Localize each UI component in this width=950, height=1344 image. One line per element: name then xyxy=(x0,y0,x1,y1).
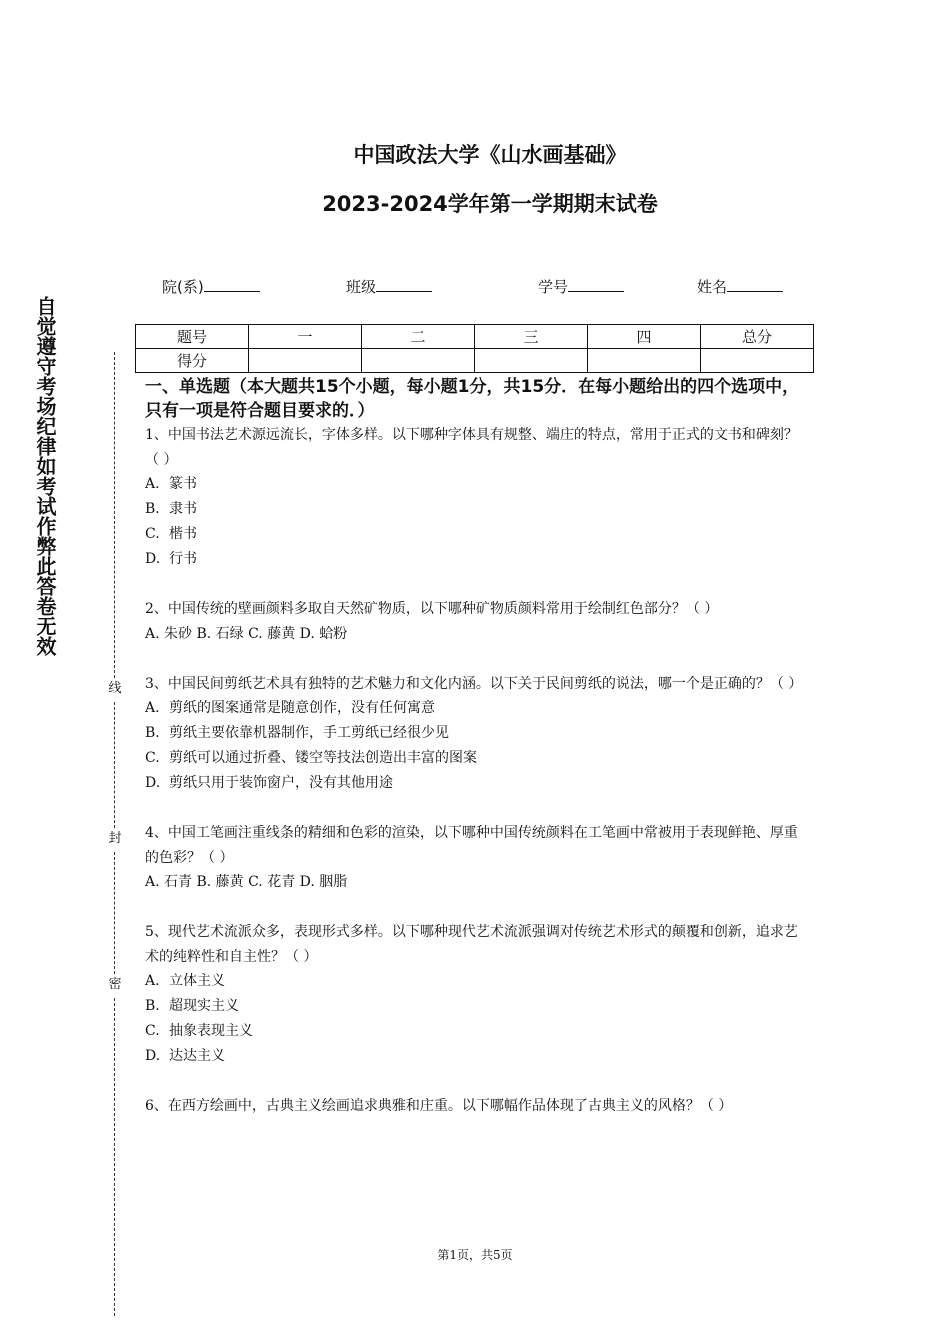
inline-options[interactable]: A. 石青 B. 藤黄 C. 花青 D. 胭脂 xyxy=(145,874,348,890)
inline-options[interactable]: A. 朱砂 B. 石绿 C. 藤黄 D. 蛤粉 xyxy=(145,625,348,642)
score-cell: 二 xyxy=(362,325,475,349)
option-d[interactable] xyxy=(145,1044,810,1069)
option-text: 超现实主义 xyxy=(169,998,239,1014)
class-blank[interactable] xyxy=(376,277,432,292)
option-letter: C. xyxy=(145,750,160,766)
score-cell: 总分 xyxy=(701,325,814,349)
option-letter: B. xyxy=(145,501,160,517)
question-2 xyxy=(145,597,810,647)
option-text: 剪纸只用于装饰窗户，没有其他用途 xyxy=(169,775,393,791)
option-a[interactable] xyxy=(145,472,810,497)
exam-discipline-notice: 自觉遵守考场纪律如考试作弊此答卷无效 xyxy=(33,296,57,656)
option-letter: D. xyxy=(145,775,161,791)
option-a[interactable] xyxy=(145,696,810,721)
score-table xyxy=(135,324,814,373)
option-letter: D. xyxy=(145,551,161,567)
option-text: 剪纸的图案通常是随意创作，没有任何寓意 xyxy=(169,700,435,716)
score-table-header-row xyxy=(136,325,814,349)
score-input-cell[interactable] xyxy=(701,349,814,373)
section-title: 一、单选题（本大题共15个小题，每小题1分，共15分．在每小题给出的四个选项中，只有一项是符合题目要求的．） xyxy=(145,377,800,421)
option-text: 行书 xyxy=(169,551,197,567)
option-letter: A. xyxy=(145,700,160,716)
option-c[interactable] xyxy=(145,746,810,771)
option-b[interactable] xyxy=(145,721,810,746)
score-cell: 题号 xyxy=(136,325,249,349)
option-a[interactable] xyxy=(145,969,810,994)
exam-title-line2: 2023-2024学年第一学期期末试卷 xyxy=(322,192,658,216)
option-text: 剪纸主要依靠机器制作，手工剪纸已经很少见 xyxy=(169,725,449,741)
name-blank[interactable] xyxy=(727,277,783,292)
option-text: 篆书 xyxy=(169,476,197,492)
page-number: 第1页，共5页 xyxy=(437,1248,513,1262)
option-b[interactable] xyxy=(145,994,810,1019)
option-text: 达达主义 xyxy=(169,1048,225,1064)
score-cell: 四 xyxy=(588,325,701,349)
score-input-cell[interactable] xyxy=(362,349,475,373)
dept-field xyxy=(162,276,260,297)
option-letter: C. xyxy=(145,1023,160,1039)
questions-section xyxy=(145,375,810,1119)
student-id-blank[interactable] xyxy=(568,277,624,292)
option-c[interactable] xyxy=(145,522,810,547)
question-text: 1、中国书法艺术源远流长，字体多样。以下哪种字体具有规整、端庄的特点，常用于正式的文书和碑刻？（ ） xyxy=(145,427,798,468)
score-table-score-row xyxy=(136,349,814,373)
option-d[interactable] xyxy=(145,771,810,796)
binding-line-label: 线 xyxy=(106,680,124,698)
score-cell: 三 xyxy=(475,325,588,349)
option-text: 剪纸可以通过折叠、镂空等技法创造出丰富的图案 xyxy=(169,750,477,766)
dept-blank[interactable] xyxy=(204,277,260,292)
exam-title-line1: 中国政法大学《山水画基础》 xyxy=(353,143,627,167)
binding-dashed-line xyxy=(114,998,115,1316)
score-input-cell[interactable] xyxy=(588,349,701,373)
option-text: 隶书 xyxy=(169,501,197,517)
score-cell: 一 xyxy=(249,325,362,349)
question-4 xyxy=(145,821,810,895)
question-text: 6、在西方绘画中，古典主义绘画追求典雅和庄重。以下哪幅作品体现了古典主义的风格？（ ） xyxy=(145,1098,733,1114)
binding-dashed-line xyxy=(114,852,115,974)
binding-dashed-line xyxy=(114,352,115,678)
option-letter: A. xyxy=(145,476,160,492)
binding-dashed-line xyxy=(114,702,115,828)
question-text: 2、中国传统的壁画颜料多取自天然矿物质，以下哪种矿物质颜料常用于绘制红色部分？（ ） xyxy=(145,601,719,617)
option-d[interactable] xyxy=(145,547,810,572)
question-text: 4、中国工笔画注重线条的精细和色彩的渲染，以下哪种中国传统颜料在工笔画中常被用于表现鲜艳、厚重的色彩？（ ） xyxy=(145,825,798,866)
question-3 xyxy=(145,672,810,797)
option-letter: B. xyxy=(145,998,160,1014)
option-letter: A. xyxy=(145,973,160,989)
question-6 xyxy=(145,1094,810,1119)
score-row-label: 得分 xyxy=(136,349,249,373)
option-text: 立体主义 xyxy=(169,973,225,989)
option-c[interactable] xyxy=(145,1019,810,1044)
option-text: 楷书 xyxy=(169,526,197,542)
question-text: 5、现代艺术流派众多，表现形式多样。以下哪种现代艺术流派强调对传统艺术形式的颠覆和创新，追求艺术的纯粹性和自主性？（ ） xyxy=(145,924,798,965)
student-id-field xyxy=(538,276,624,297)
score-input-cell[interactable] xyxy=(249,349,362,373)
class-field xyxy=(346,276,432,297)
name-label: 姓名 xyxy=(697,278,728,296)
option-letter: D. xyxy=(145,1048,161,1064)
option-letter: C. xyxy=(145,526,160,542)
name-field xyxy=(697,276,783,297)
option-text: 抽象表现主义 xyxy=(169,1023,253,1039)
question-text: 3、中国民间剪纸艺术具有独特的艺术魅力和文化内涵。以下关于民间剪纸的说法，哪一个是正确的？（ ） xyxy=(145,675,803,692)
class-label: 班级 xyxy=(346,278,377,296)
student-id-label: 学号 xyxy=(538,278,569,296)
binding-secret-label: 密 xyxy=(106,976,124,994)
dept-label: 院(系) xyxy=(162,278,204,296)
question-5 xyxy=(145,920,810,1069)
score-input-cell[interactable] xyxy=(475,349,588,373)
binding-seal-label: 封 xyxy=(106,830,124,848)
option-b[interactable] xyxy=(145,497,810,522)
option-letter: B. xyxy=(145,725,160,741)
question-1 xyxy=(145,423,810,572)
